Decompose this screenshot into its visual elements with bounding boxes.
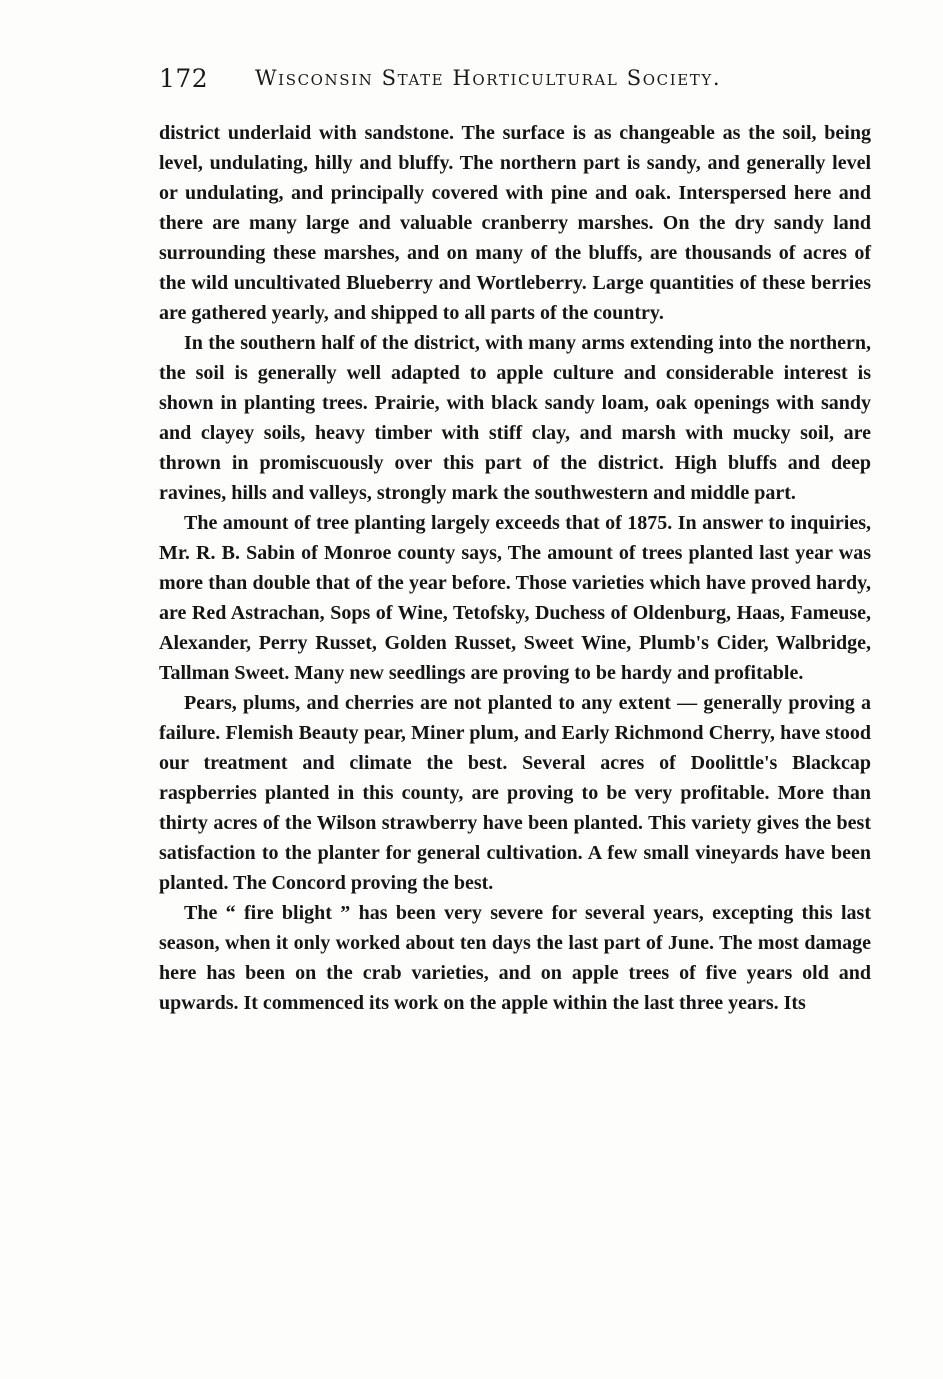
paragraph: district underlaid with sandstone. The surface is as changeable as the soil, being level, undulating, hilly and bluffy. The northern part is sandy, and generally level or undulating, and principally covered with pine and oak. Interspersed here and there are many large and valuable cranberry marshes. On the dry sandy land surrounding these marshes, and on many of the bluffs, are thousands of acres of the wild uncultivated Blueberry and Wortleberry. Large quantities of these berries are gathered yearly, and shipped to all parts of the country. xyxy=(159,122,871,324)
paragraph: Pears, plums, and cherries are not planted to any extent — generally proving a failure. Flemish Beauty pear, Miner plum, and Early Richmond Cherry, have stood our treatment and climate the best. Several acres of Doolittle's Blackcap raspberries planted in this county, are proving to be very profitable. More than thirty acres of the Wilson strawberry have been planted. This variety gives the best satisfaction to the planter for general cultivation. A few small vineyards have been planted. The Concord proving the best. xyxy=(159,692,871,894)
page-number: 172 xyxy=(159,64,209,93)
body-text xyxy=(159,118,871,1018)
paragraph: The amount of tree planting largely exceeds that of 1875. In answer to inquiries, Mr. R. B. Sabin of Monroe county says, The amount of trees planted last year was more than double that of the year before. Those varieties which have proved hardy, are Red Astrachan, Sops of Wine, Tetofsky, Duchess of Oldenburg, Haas, Fameuse, Alexander, Perry Russet, Golden Russet, Sweet Wine, Plumb's Cider, Walbridge, Tallman Sweet. Many new seedlings are proving to be hardy and profitable. xyxy=(159,512,871,684)
paragraph: The “ fire blight ” has been very severe for several years, excepting this last season, when it only worked about ten days the last part of June. The most damage here has been on the crab varieties, and on apple trees of five years old and upwards. It commenced its work on the apple within the last three years. Its xyxy=(159,902,871,1014)
paragraph: In the southern half of the district, with many arms extending into the northern, the soil is generally well adapted to apple culture and considerable interest is shown in planting trees. Prairie, with black sandy loam, oak openings with sandy and clayey soils, heavy timber with stiff clay, and marsh with mucky soil, are thrown in promiscuously over this part of the district. High bluffs and deep ravines, hills and valleys, strongly mark the southwestern and middle part. xyxy=(159,332,871,504)
running-title: Wisconsin State Horticultural Society. xyxy=(255,66,722,90)
page-header xyxy=(159,60,871,96)
